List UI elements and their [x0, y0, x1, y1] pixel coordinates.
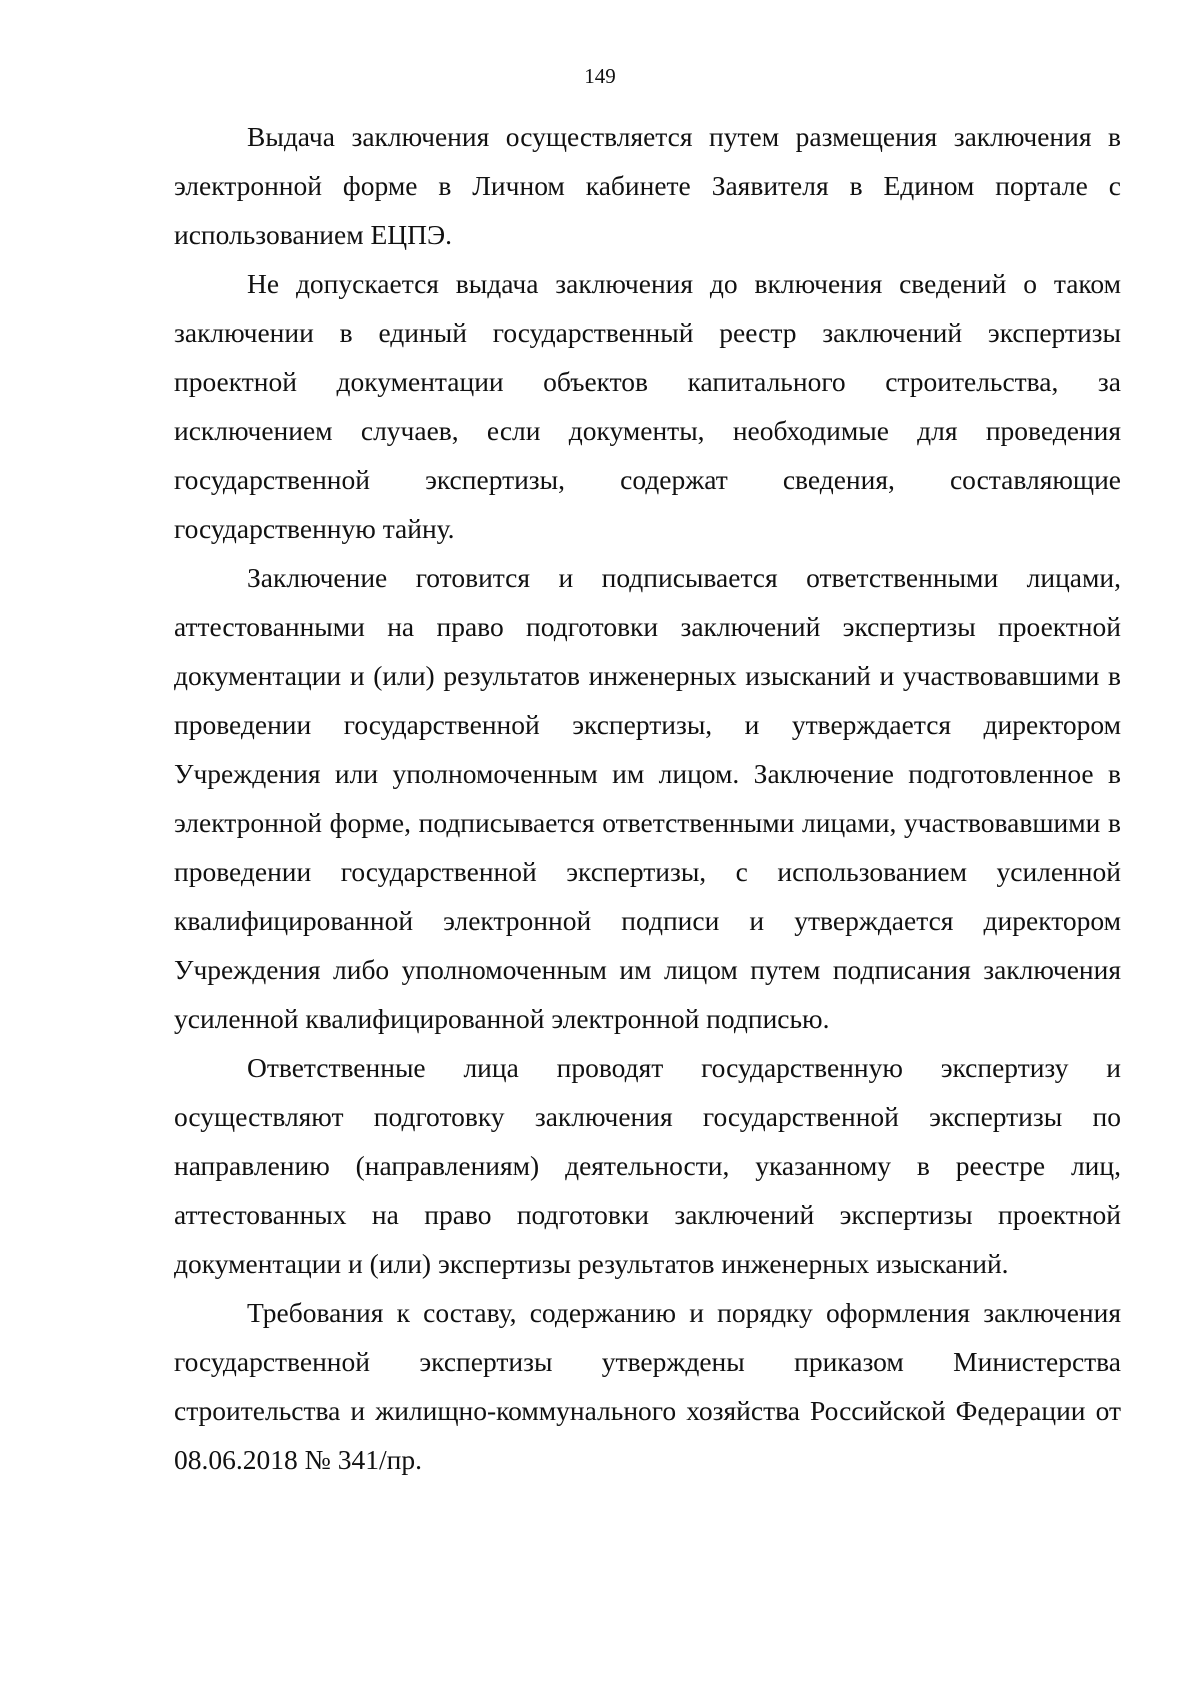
paragraph-signing: Заключение готовится и подписывается ответственными лицами, аттестованными на право подготовки заключений экспертизы проектной документации и (или) результатов инженерных изысканий и участвовавшими в проведении государственной экспертизы, и утверждается директором Учреждения или уполномоченным им лицом. Заключение подготовленное в электронной форме, подписывается ответственными лицами, участвовавшими в проведении государственной экспертизы, с использованием усиленной квалифицированной электронной подписи и утверждается директором Учреждения либо уполномоченным им лицом путем подписания заключения усиленной квалифицированной электронной подписью.: [174, 562, 1121, 1034]
page-number: 149: [584, 64, 616, 88]
paragraph-issuance: Выдача заключения осуществляется путем размещения заключения в электронной форме в Личном кабинете Заявителя в Едином портале с использованием ЕЦПЭ.: [174, 121, 1121, 250]
document-body: [174, 112, 1121, 1484]
paragraph-responsible-persons: Ответственные лица проводят государственную экспертизу и осуществляют подготовку заключения государственной экспертизы по направлению (направлениям) деятельности, указанному в реестре лиц, аттестованных на право подготовки заключений экспертизы проектной документации и (или) экспертизы результатов инженерных изысканий.: [174, 1052, 1121, 1279]
paragraph-requirements: Требования к составу, содержанию и порядку оформления заключения государственной экспертизы утверждены приказом Министерства строительства и жилищно-коммунального хозяйства Российской Федерации от 08.06.2018 № 341/пр.: [174, 1297, 1121, 1475]
paragraph-registry-restriction: Не допускается выдача заключения до включения сведений о таком заключении в единый государственный реестр заключений экспертизы проектной документации объектов капитального строительства, за исключением случаев, если документы, необходимые для проведения государственной экспертизы, содержат сведения, составляющие государственную тайну.: [174, 268, 1121, 544]
